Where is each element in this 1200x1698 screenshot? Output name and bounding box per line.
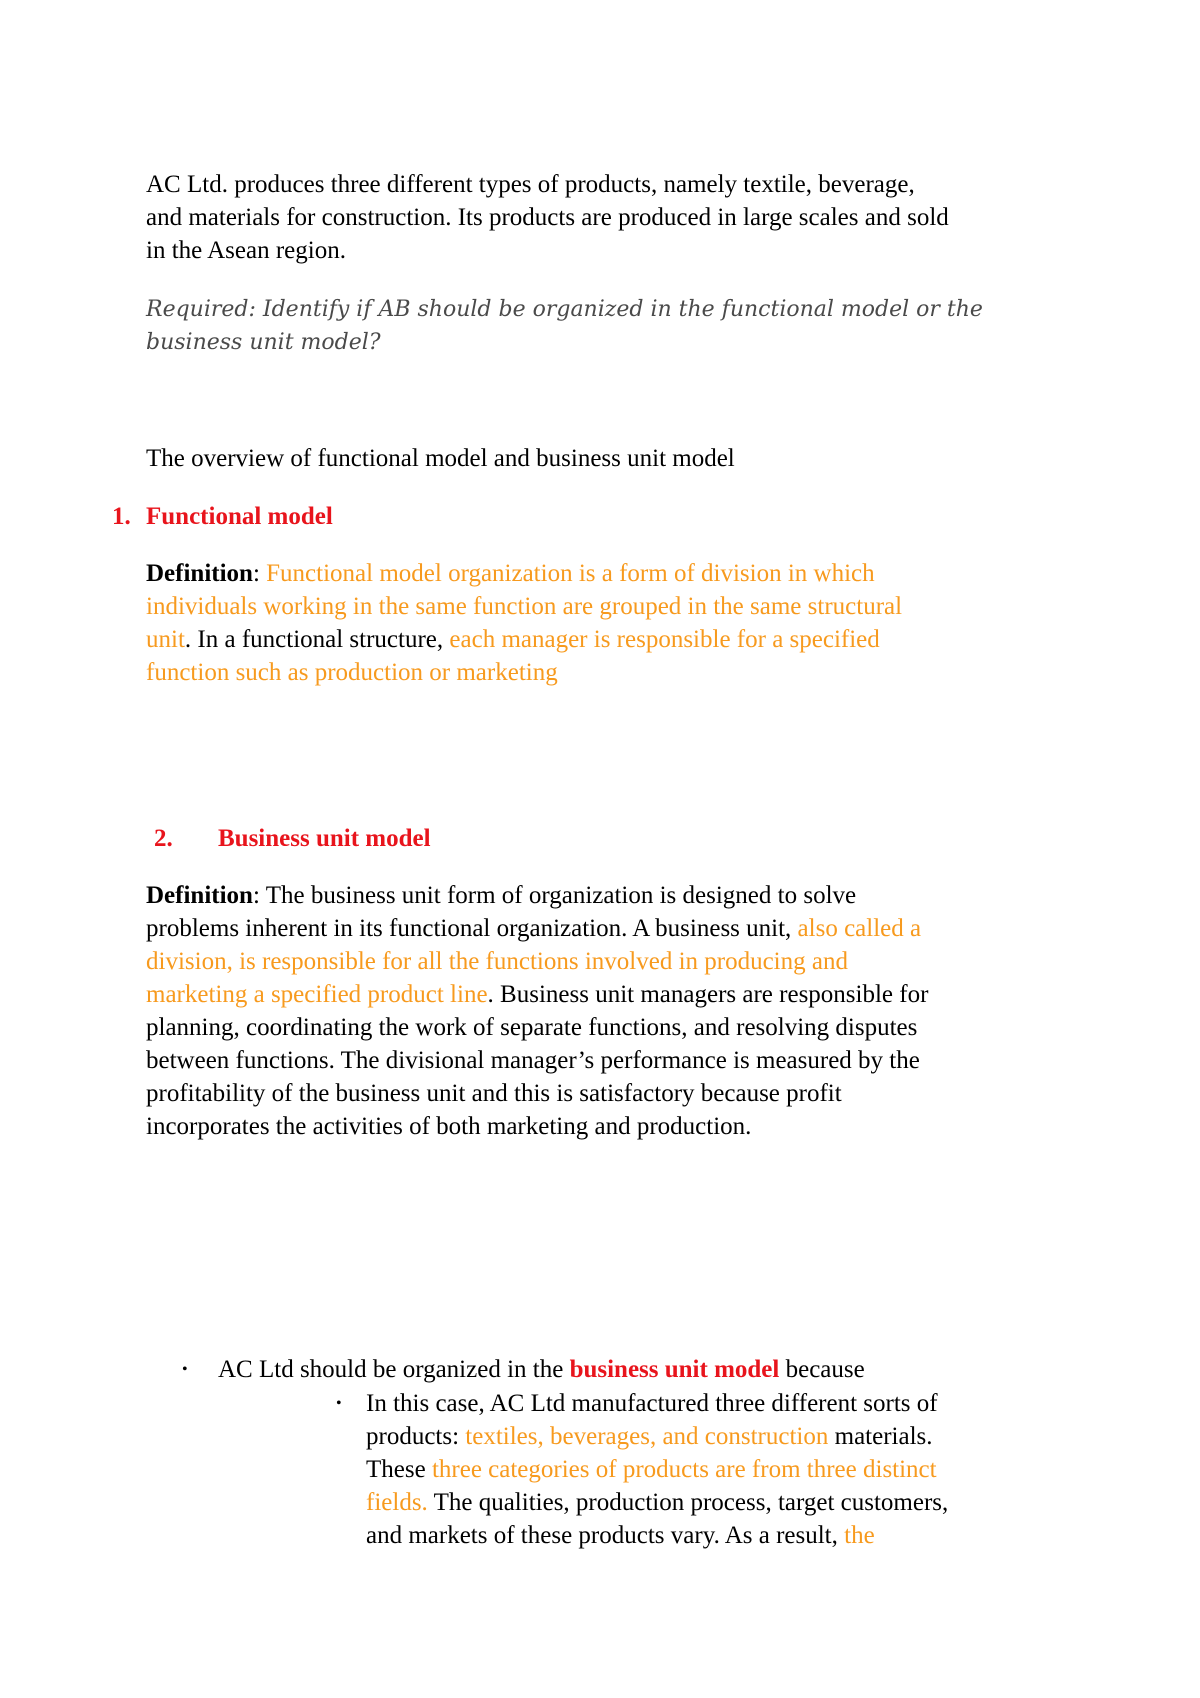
- section2-number: 2.: [154, 825, 173, 852]
- section2-title: Business unit model: [218, 825, 431, 852]
- definition-line: Definition: Functional model organization is a form of division in which: [146, 560, 875, 587]
- conclusion-lead: AC Ltd should be organized in the business unit model because: [218, 1356, 865, 1383]
- overview-heading: The overview of functional model and business unit model: [146, 445, 735, 472]
- intro-line: and materials for construction. Its products are produced in large scales and sold: [146, 204, 949, 231]
- definition-line: incorporates the activities of both marketing and production.: [146, 1113, 752, 1140]
- required-line: Required: Identify if AB should be organized in the functional model or the: [146, 297, 983, 322]
- definition-label: Definition: [146, 560, 253, 587]
- section1-definition: [146, 557, 902, 689]
- definition-line: planning, coordinating the work of separate functions, and resolving disputes: [146, 1014, 918, 1041]
- subpoint-line: and markets of these products vary. As a result, the: [366, 1522, 875, 1549]
- intro-line: in the Asean region.: [146, 237, 346, 264]
- definition-line: between functions. The divisional manager’s performance is measured by the: [146, 1047, 920, 1074]
- section1-number: 1.: [112, 503, 131, 530]
- required-question: [146, 293, 983, 359]
- definition-label: Definition: [146, 882, 253, 909]
- conclusion-subpoint: [366, 1387, 948, 1552]
- definition-line: marketing a specified product line. Business unit managers are responsible for: [146, 981, 929, 1008]
- intro-line: AC Ltd. produces three different types of products, namely textile, beverage,: [146, 171, 915, 198]
- subpoint-line: products: textiles, beverages, and construction materials.: [366, 1423, 933, 1450]
- bullet-dot: •: [182, 1361, 188, 1378]
- intro-paragraph: [146, 168, 949, 267]
- definition-line: individuals working in the same function are grouped in the same structural: [146, 593, 903, 620]
- definition-line: function such as production or marketing: [146, 659, 558, 686]
- subpoint-line: fields. The qualities, production process, target customers,: [366, 1489, 949, 1516]
- section1-title: Functional model: [146, 503, 333, 530]
- sub-bullet-dot: •: [336, 1395, 342, 1412]
- required-line: business unit model?: [146, 330, 381, 355]
- definition-line: profitability of the business unit and this is satisfactory because profit: [146, 1080, 842, 1107]
- subpoint-line: These three categories of products are from three distinct: [366, 1456, 937, 1483]
- definition-line: Definition: The business unit form of organization is designed to solve: [146, 882, 857, 909]
- subpoint-line: In this case, AC Ltd manufactured three different sorts of: [366, 1390, 938, 1417]
- definition-line: unit. In a functional structure, each manager is responsible for a specified: [146, 626, 880, 653]
- definition-line: problems inherent in its functional organization. A business unit, also called a: [146, 915, 922, 942]
- section2-definition: [146, 879, 928, 1143]
- definition-line: division, is responsible for all the functions involved in producing and: [146, 948, 848, 975]
